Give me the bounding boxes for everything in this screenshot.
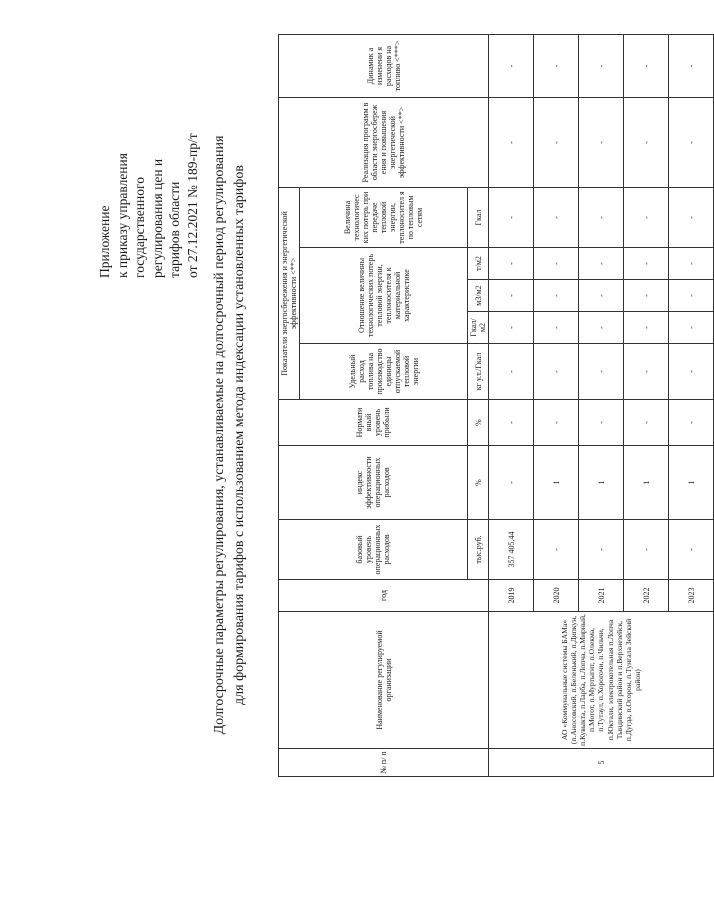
cell-profit: - — [534, 400, 579, 446]
unit-index: % — [468, 446, 489, 520]
cell-fuel: - — [534, 344, 579, 400]
cell-ratio-2: - — [669, 280, 714, 312]
cell-programs: - — [489, 98, 534, 188]
appendix-block — [96, 48, 201, 278]
cell-ratio-3: - — [579, 248, 624, 280]
cell-losses: - — [669, 188, 714, 248]
cell-index: 1 — [624, 446, 669, 520]
cell-dynamics: - — [534, 35, 579, 98]
cell-fuel: - — [669, 344, 714, 400]
header-efficiency-index: индекс эффективности операционных расходов — [279, 446, 468, 520]
header-profit-level: Нормати вный уровень прибыли — [279, 400, 468, 446]
header-base-opex: базовый уровень операционных расходов — [279, 520, 468, 580]
unit-ratio-3: т/м2 — [468, 248, 489, 280]
cell-ratio-3: - — [624, 248, 669, 280]
cell-losses: - — [624, 188, 669, 248]
cell-profit: - — [489, 400, 534, 446]
cell-fuel: - — [489, 344, 534, 400]
cell-programs: - — [669, 98, 714, 188]
cell-ratio-1: - — [669, 312, 714, 344]
unit-fuel: кг у.т./Гкал — [468, 344, 489, 400]
cell-base: - — [669, 520, 714, 580]
row-number: 5 — [489, 749, 714, 777]
cell-programs: - — [579, 98, 624, 188]
cell-index: 1 — [669, 446, 714, 520]
cell-index: - — [489, 446, 534, 520]
parameters-table — [278, 34, 714, 777]
cell-ratio-1: - — [579, 312, 624, 344]
cell-programs: - — [534, 98, 579, 188]
cell-year: 2023 — [669, 580, 714, 612]
unit-ratio-1: Гкал/ м2 — [468, 312, 489, 344]
cell-ratio-2: - — [624, 280, 669, 312]
cell-profit: - — [579, 400, 624, 446]
unit-ratio-2: м3/м2 — [468, 280, 489, 312]
cell-ratio-3: - — [669, 248, 714, 280]
appendix-line: к приказу управления — [114, 153, 130, 278]
header-tech-losses: Величина технологичес ких потерь при передаче тепловой энергии, теплоносител я по тепловым сетям — [300, 188, 468, 248]
cell-fuel: - — [579, 344, 624, 400]
cell-dynamics: - — [624, 35, 669, 98]
cell-year: 2022 — [624, 580, 669, 612]
header-energy-group: Показатели энергосбережения и энергетической эффективности <**> — [279, 188, 300, 400]
cell-dynamics: - — [579, 35, 624, 98]
unit-profit: % — [468, 400, 489, 446]
header-year: год — [279, 580, 489, 612]
cell-ratio-2: - — [579, 280, 624, 312]
document-title-line-1: Долгосрочные параметры регулирования, устанавливаемые на долгосрочный период регулирования — [212, 135, 227, 735]
header-row-1 — [279, 35, 300, 777]
cell-base: 357 405,44 — [489, 520, 534, 580]
cell-losses: - — [489, 188, 534, 248]
cell-year: 2019 — [489, 580, 534, 612]
header-programs: Реализация программ в области энергосбереж ения и повышения энергетической эффективности <**> — [279, 98, 489, 188]
cell-losses: - — [534, 188, 579, 248]
organization-name: АО «Коммунальные системы БАМа» (п.Аносовский, п.Беленький, п.Дипкун, п.Кувыкта, п.Ларба, п.Лопча, п.Мирный, п.Могот, п.Муртыгит, п.Олекма, п.Тутаул, п.Хорогочи, п.Чильчи, п.Юктали, электрокотельная п.Лопча Тындинский район и п.Верхнезейск, п.Дугда, п.Огорон, п.Тунгала Зейский район) — [489, 612, 714, 749]
cell-profit: - — [624, 400, 669, 446]
header-num: № п/ п — [279, 749, 489, 777]
appendix-line: Приложение — [97, 205, 112, 278]
cell-losses: - — [579, 188, 624, 248]
unit-losses: Гкал — [468, 188, 489, 248]
appendix-line: государственного — [132, 177, 147, 278]
cell-ratio-3: - — [489, 248, 534, 280]
header-organization: Наименование регулируемой организации — [279, 612, 489, 749]
cell-ratio-1: - — [489, 312, 534, 344]
cell-ratio-3: - — [534, 248, 579, 280]
cell-base: - — [624, 520, 669, 580]
unit-base: тыс.руб. — [468, 520, 489, 580]
appendix-line: регулирования цен и — [149, 158, 165, 278]
cell-ratio-2: - — [489, 280, 534, 312]
cell-index: 1 — [579, 446, 624, 520]
cell-year: 2021 — [579, 580, 624, 612]
cell-programs: - — [624, 98, 669, 188]
header-loss-ratio: Отношение величины технологических потерь тепловой энергии, теплоносителя к материальной характеристике — [300, 248, 468, 344]
cell-index: 1 — [534, 446, 579, 520]
appendix-line: от 27.12.2021 № 189-пр/т — [184, 133, 200, 278]
cell-year: 2020 — [534, 580, 579, 612]
document-title-line-2: для формирования тарифов с использованием метода индексации установленных тарифов — [232, 165, 247, 705]
table-row — [489, 35, 534, 777]
cell-dynamics: - — [489, 35, 534, 98]
cell-ratio-1: - — [534, 312, 579, 344]
cell-fuel: - — [624, 344, 669, 400]
header-fuel-consumption: Удельный расход топлива на производство единицы отпускаемой тепловой энергии — [300, 344, 468, 400]
cell-base: - — [534, 520, 579, 580]
cell-profit: - — [669, 400, 714, 446]
appendix-line: тарифов области — [167, 181, 182, 278]
cell-ratio-1: - — [624, 312, 669, 344]
cell-ratio-2: - — [534, 280, 579, 312]
cell-base: - — [579, 520, 624, 580]
header-fuel-dynamics: Динамик а изменени я расходов на топливо <***> — [279, 35, 489, 98]
cell-dynamics: - — [669, 35, 714, 98]
